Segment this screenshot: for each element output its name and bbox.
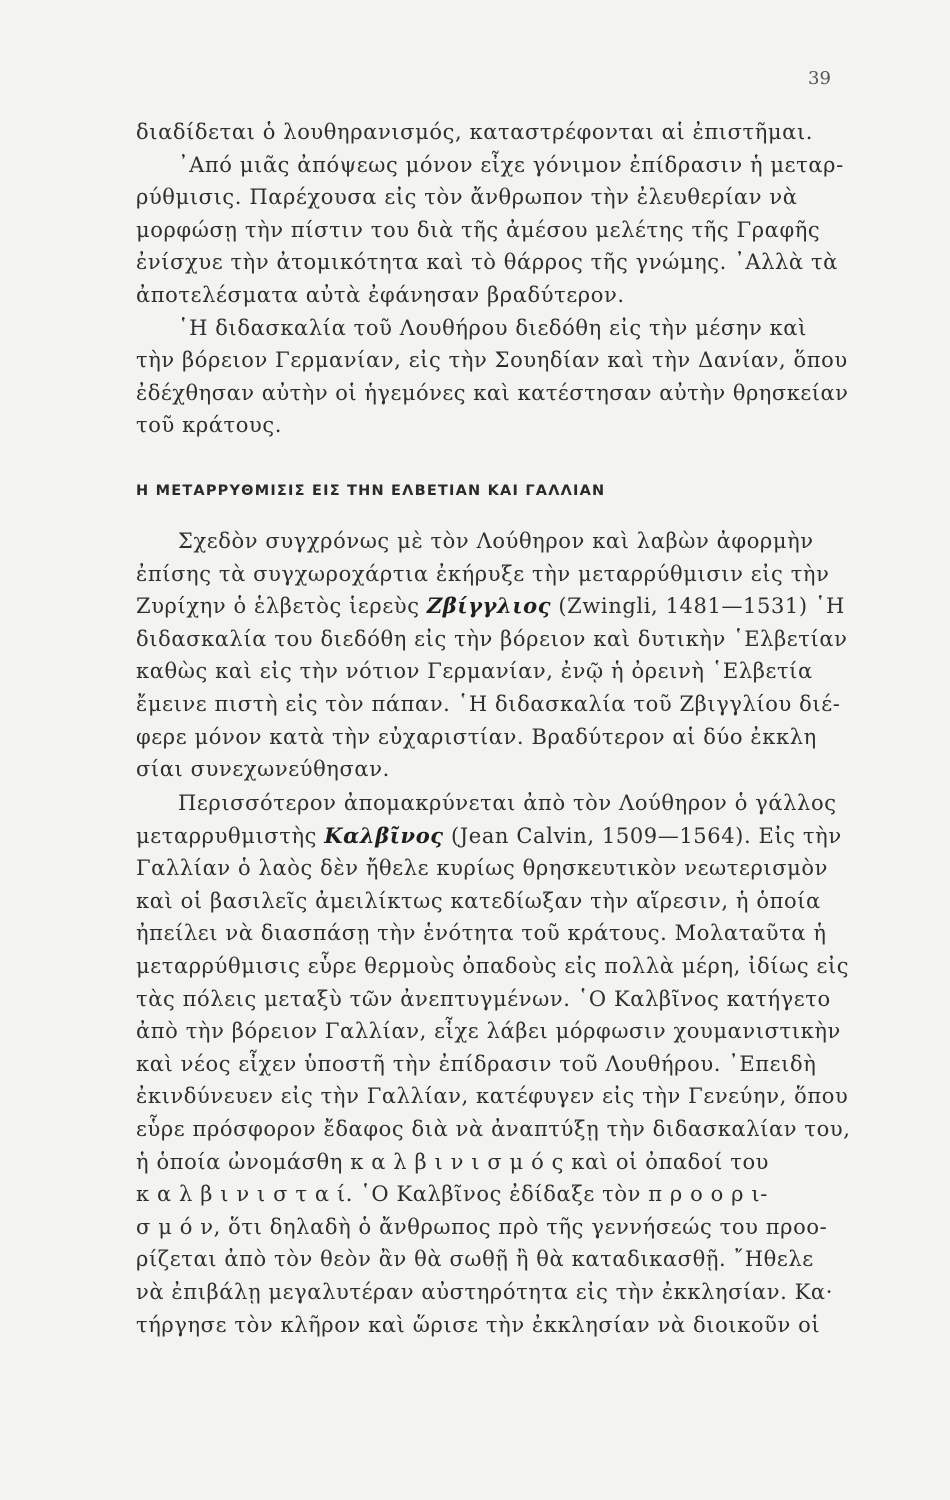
text-line: ἐνίσχυε τὴν ἀτομικότητα καὶ τὸ θάρρος τῆς γνώμης. ᾿Αλλὰ τὰ bbox=[136, 250, 838, 275]
text-line: ἠπείλει νὰ διασπάσῃ τὴν ἑνότητα τοῦ κράτους. Μολαταῦτα ἡ bbox=[136, 921, 827, 946]
paragraph-calvin bbox=[136, 787, 850, 1341]
text-segment: (Jean Calvin, 1509—1564). Εἰς τὴν bbox=[443, 823, 842, 848]
text-line: σίαι συνεχωνεύθησαν. bbox=[136, 757, 390, 782]
text-segment: Ζυρίχην ὁ ἑλβετὸς ἱερεὺς bbox=[136, 594, 427, 619]
text-line: φερε μόνον κατὰ τὴν εὐχαριστίαν. Βραδύτερον αἱ δύο ἐκκλη bbox=[136, 724, 817, 749]
text-line: μορφώσῃ τὴν πίστιν του διὰ τῆς ἀμέσου μελέτης τῆς Γραφῆς bbox=[136, 217, 821, 242]
text-line: ἐπίσης τὰ συγχωροχάρτια ἐκήρυξε τὴν μεταρρύθμισιν εἰς τὴν bbox=[136, 561, 830, 586]
text-line: ἀποτελέσματα αὐτὰ ἐφάνησαν βραδύτερον. bbox=[136, 282, 625, 307]
text-line: κ α λ β ι ν ι σ τ α ί. ῾Ο Καλβῖνος ἐδίδαξε τὸν π ρ ο ο ρ ι- bbox=[136, 1182, 768, 1207]
paragraph-lutheranism bbox=[136, 116, 850, 442]
text-line: τήργησε τὸν κλῆρον καὶ ὥρισε τὴν ἐκκλησίαν νὰ διοικοῦν οἱ bbox=[136, 1312, 821, 1337]
text-line: τὴν βόρειον Γερμανίαν, εἰς τὴν Σουηδίαν καὶ τὴν Δανίαν, ὅπου bbox=[136, 348, 848, 373]
text-line: ἐκινδύνευεν εἰς τὴν Γαλλίαν, κατέφυγεν εἰς τὴν Γενεύην, ὅπου bbox=[136, 1084, 849, 1109]
text-line: ἀπὸ τὴν βόρειον Γαλλίαν, εἶχε λάβει μόρφωσιν χουμανιστικὴν bbox=[136, 1019, 841, 1044]
text-line: ἔμεινε πιστὴ εἰς τὸν πάπαν. ῾Η διδασκαλία τοῦ Ζβιγγλίου διέ- bbox=[136, 691, 841, 716]
text-line: διαδίδεται ὁ λουθηρανισμός, καταστρέφονται αἱ ἐπιστῆμαι. bbox=[136, 120, 814, 144]
text-line: Σχεδὸν συγχρόνως μὲ τὸν Λούθηρον καὶ λαβὼν ἀφορμὴν bbox=[178, 529, 814, 553]
emphasized-name-calvin: Καλβῖνος bbox=[324, 822, 444, 848]
text-line: εὗρε πρόσφορον ἔδαφος διὰ νὰ ἀναπτύξῃ τὴν διδασκαλίαν του, bbox=[136, 1116, 851, 1141]
text-line: καὶ νέος εἶχεν ὑποστῆ τὴν ἐπίδρασιν τοῦ Λουθήρου. ᾿Επειδὴ bbox=[136, 1051, 817, 1076]
emphasized-name-zwingli: Ζβίγγλιος bbox=[426, 593, 552, 619]
text-line: μεταρρύθμισις εὗρε θερμοὺς ὀπαδοὺς εἰς πολλὰ μέρη, ἰδίως εἰς bbox=[136, 953, 850, 978]
text-line: ἡ ὁποία ὠνομάσθη κ α λ β ι ν ι σ μ ό ς καὶ οἱ ὀπαδοί του bbox=[136, 1149, 770, 1174]
text-line: διδασκαλία του διεδόθη εἰς τὴν βόρειον καὶ δυτικὴν ῾Ελβετίαν bbox=[136, 626, 848, 651]
text-segment: (Zwingli, 1481—1531) ῾Η bbox=[551, 594, 845, 619]
text-line: Περισσότερον ἀπομακρύνεται ἀπὸ τὸν Λούθηρον ὁ γάλλος bbox=[178, 791, 837, 815]
text-line: νὰ ἐπιβάλῃ μεγαλυτέραν αὐστηρότητα εἰς τὴν ἐκκλησίαν. Κα· bbox=[136, 1279, 833, 1304]
text-line: ἐδέχθησαν αὐτὴν οἱ ἡγεμόνες καὶ κατέστησαν αὐτὴν θρησκείαν bbox=[136, 380, 849, 405]
text-line bbox=[136, 590, 850, 623]
text-line: τὰς πόλεις μεταξὺ τῶν ἀνεπτυγμένων. ῾Ο Καλβῖνος κατήγετο bbox=[136, 986, 831, 1011]
text-line: ρίζεται ἀπὸ τὸν θεὸν ἂν θὰ σωθῇ ἢ θὰ καταδικασθῇ. ῎Ηθελε bbox=[136, 1247, 814, 1272]
text-line bbox=[136, 820, 850, 853]
text-line: ῾Η διδασκαλία τοῦ Λουθήρου διεδόθη εἰς τὴν μέσην καὶ bbox=[178, 315, 807, 340]
text-segment: μεταρρυθμιστὴς bbox=[136, 823, 325, 848]
text-line: καθὼς καὶ εἰς τὴν νότιον Γερμανίαν, ἐνῷ ἡ ὀρεινὴ ῾Ελβετία bbox=[136, 659, 813, 684]
text-line: καὶ οἱ βασιλεῖς ἀμειλίκτως κατεδίωξαν τὴν αἵρεσιν, ἡ ὁποία bbox=[136, 888, 821, 913]
text-line: σ μ ό ν, ὅτι δηλαδὴ ὁ ἄνθρωπος πρὸ τῆς γεννήσεώς του προο- bbox=[136, 1214, 828, 1239]
text-line: τοῦ κράτους. bbox=[136, 413, 283, 438]
text-line: ᾿Από μιᾶς ἀπόψεως μόνον εἶχε γόνιμον ἐπίδρασιν ἡ μεταρ- bbox=[178, 152, 844, 177]
text-line: Γαλλίαν ὁ λαὸς δὲν ἤθελε κυρίως θρησκευτικὸν νεωτερισμὸν bbox=[136, 856, 829, 881]
page-number: 39 bbox=[808, 68, 831, 89]
section-heading: Η ΜΕΤΑΡΡΥΘΜΙΣΙΣ ΕΙΣ ΤΗΝ ΕΛΒΕΤΙΑΝ ΚΑΙ ΓΑΛΛΙΑΝ bbox=[136, 483, 606, 499]
text-line: ρύθμισις. Παρέχουσα εἰς τὸν ἄνθρωπον τὴν ἐλευθερίαν νὰ bbox=[136, 185, 798, 210]
paragraph-zwingli bbox=[136, 525, 850, 786]
